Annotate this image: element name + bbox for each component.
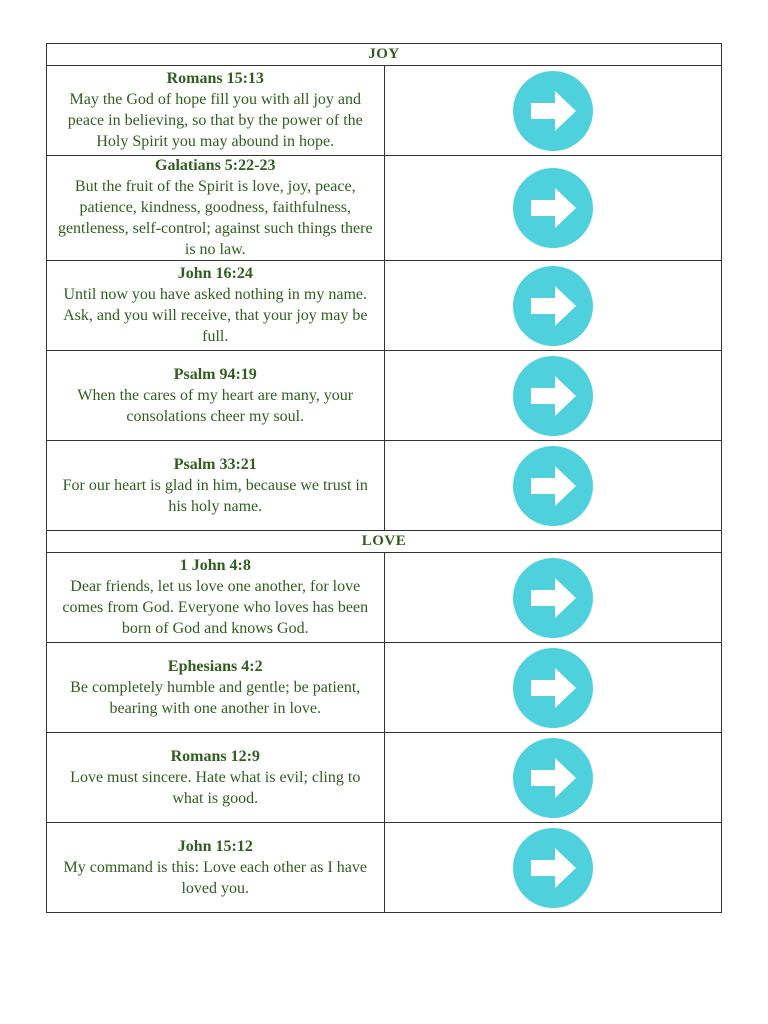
- verse-cell: [47, 733, 385, 823]
- next-arrow-button[interactable]: [513, 648, 593, 728]
- verse-row: [47, 441, 722, 531]
- verse-text: Be completely humble and gentle; be patient, bearing with one another in love.: [70, 678, 361, 717]
- verse-reference: Romans 12:9: [170, 747, 260, 765]
- arrow-right-icon: [513, 558, 593, 638]
- verse-row: [47, 351, 722, 441]
- verse-row: [47, 261, 722, 351]
- verse-row: [47, 643, 722, 733]
- verse-cell: [47, 156, 385, 261]
- arrow-right-icon: [513, 266, 593, 346]
- next-arrow-button[interactable]: [513, 356, 593, 436]
- section-header-joy: [47, 44, 722, 66]
- section-title: JOY: [47, 44, 722, 66]
- verse-reference: Ephesians 4:2: [167, 657, 263, 675]
- arrow-right-icon: [513, 738, 593, 818]
- button-cell: [384, 261, 722, 351]
- verse-text: Dear friends, let us love one another, for love comes from God. Everyone who loves has been born of God and knows God.: [62, 578, 369, 637]
- verse-row: [47, 66, 722, 156]
- verse-row: [47, 733, 722, 823]
- verse-cell: [47, 66, 385, 156]
- verse-row: [47, 823, 722, 913]
- verse-reference: Psalm 33:21: [173, 455, 257, 473]
- button-cell: [384, 441, 722, 531]
- arrow-right-icon: [513, 648, 593, 728]
- verse-text: Until now you have asked nothing in my name. Ask, and you will receive, that your joy may be full.: [63, 286, 368, 345]
- button-cell: [384, 643, 722, 733]
- arrow-right-icon: [513, 71, 593, 151]
- verse-reference: Galatians 5:22-23: [155, 157, 276, 174]
- next-arrow-button[interactable]: [513, 446, 593, 526]
- next-arrow-button[interactable]: [513, 71, 593, 151]
- next-arrow-button[interactable]: [513, 266, 593, 346]
- verse-row: [47, 553, 722, 643]
- button-cell: [384, 553, 722, 643]
- section-title: LOVE: [47, 531, 722, 553]
- verse-reference: Psalm 94:19: [173, 365, 257, 383]
- arrow-right-icon: [513, 446, 593, 526]
- verse-cell: [47, 351, 385, 441]
- verse-reference: Romans 15:13: [166, 70, 264, 87]
- button-cell: [384, 156, 722, 261]
- verse-reference: John 15:12: [177, 837, 253, 855]
- arrow-right-icon: [513, 168, 593, 248]
- verse-text: When the cares of my heart are many, your consolations cheer my soul.: [77, 386, 354, 425]
- verse-row: [47, 156, 722, 261]
- button-cell: [384, 733, 722, 823]
- verse-table: [46, 43, 722, 913]
- button-cell: [384, 66, 722, 156]
- verse-text: May the God of hope fill you with all joy and peace in believing, so that by the power of the Holy Spirit you may abound in hope.: [67, 91, 363, 150]
- verse-reference: John 16:24: [177, 265, 253, 282]
- verse-cell: [47, 823, 385, 913]
- next-arrow-button[interactable]: [513, 828, 593, 908]
- verse-cell: [47, 261, 385, 351]
- section-header-love: [47, 531, 722, 553]
- verse-reference: 1 John 4:8: [179, 557, 251, 574]
- verse-text: Love must sincere. Hate what is evil; cling to what is good.: [70, 768, 361, 807]
- verse-text: For our heart is glad in him, because we trust in his holy name.: [62, 476, 368, 515]
- verse-text: But the fruit of the Spirit is love, joy, peace, patience, kindness, goodness, faithfulness, gentleness, self-control; against such things there is no law.: [57, 178, 373, 258]
- verse-cell: [47, 441, 385, 531]
- arrow-right-icon: [513, 828, 593, 908]
- next-arrow-button[interactable]: [513, 558, 593, 638]
- next-arrow-button[interactable]: [513, 168, 593, 248]
- button-cell: [384, 823, 722, 913]
- button-cell: [384, 351, 722, 441]
- verse-cell: [47, 553, 385, 643]
- verse-text: My command is this: Love each other as I have loved you.: [63, 858, 367, 897]
- verse-cell: [47, 643, 385, 733]
- next-arrow-button[interactable]: [513, 738, 593, 818]
- arrow-right-icon: [513, 356, 593, 436]
